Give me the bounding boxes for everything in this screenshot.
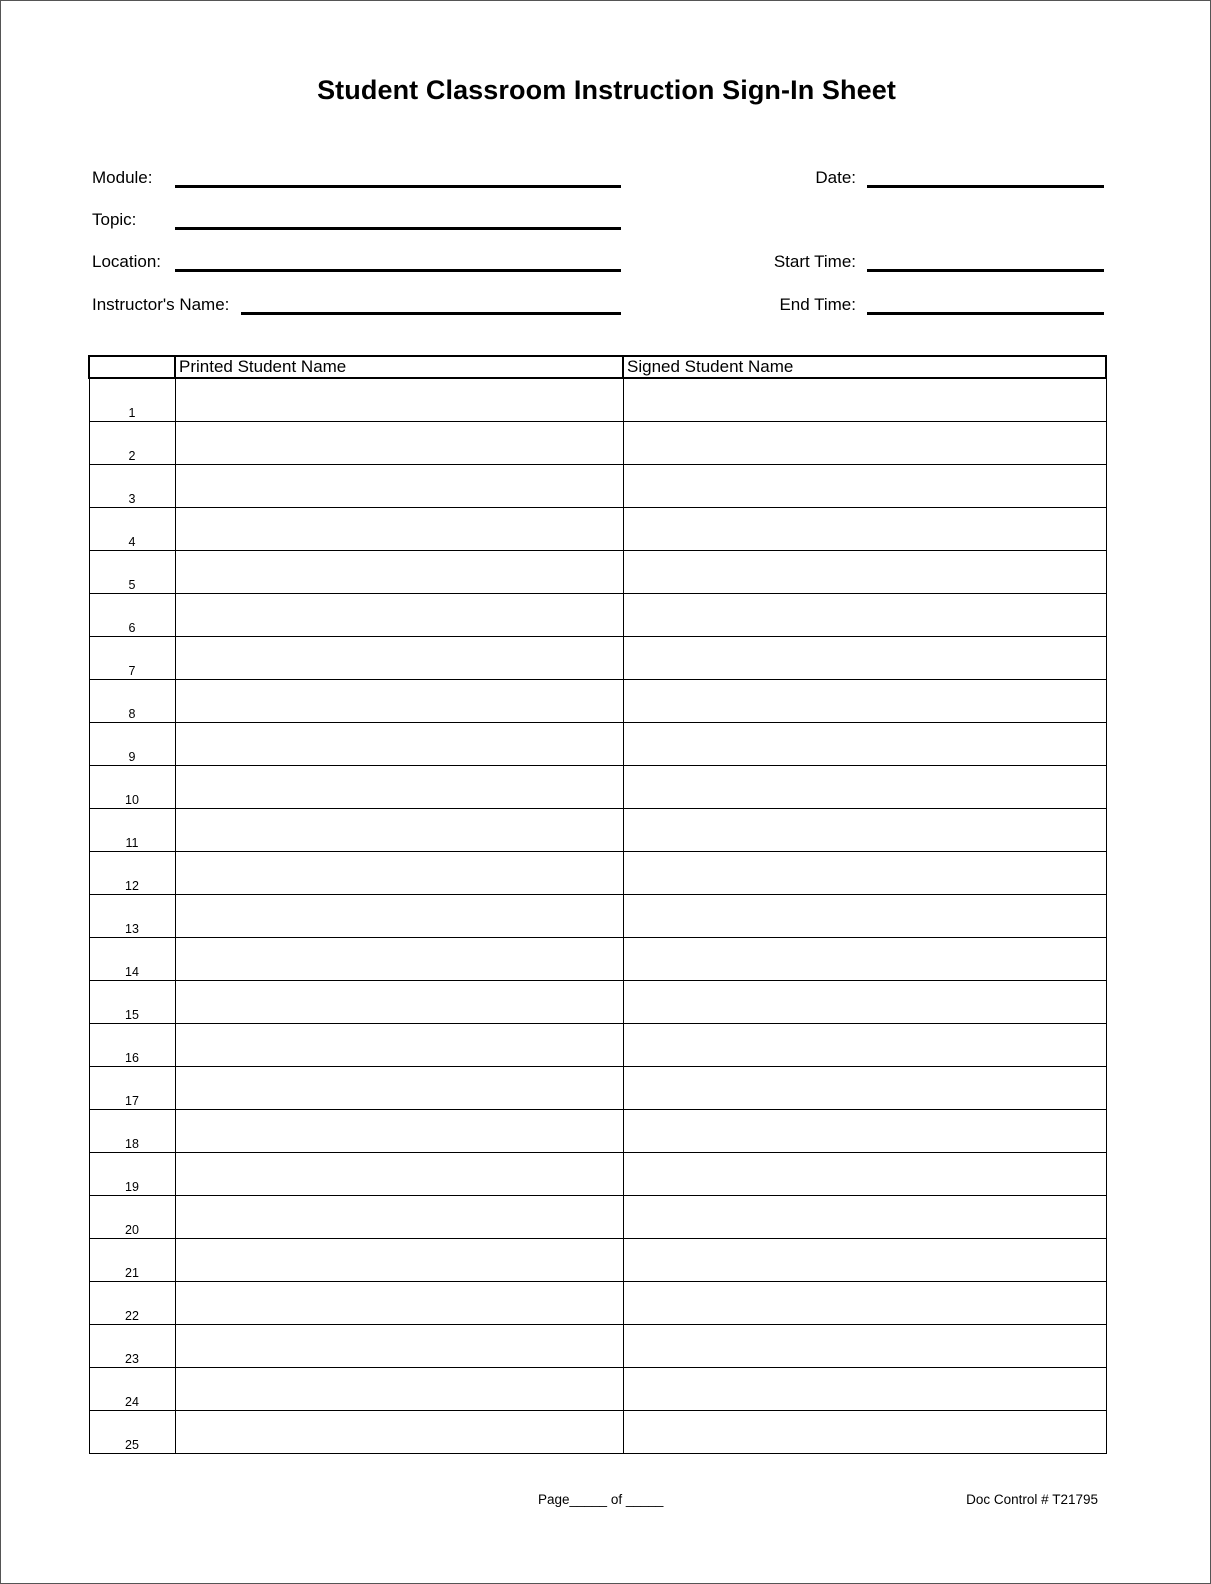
table-row bbox=[89, 637, 1106, 680]
page-number-footer: Page_____ of _____ bbox=[538, 1492, 664, 1507]
table-row bbox=[89, 1024, 1106, 1067]
signed-name-cell[interactable] bbox=[623, 508, 1106, 551]
table-row bbox=[89, 378, 1106, 422]
printed-name-cell[interactable] bbox=[175, 1325, 623, 1368]
printed-name-cell[interactable] bbox=[175, 422, 623, 465]
signed-name-cell[interactable] bbox=[623, 809, 1106, 852]
row-number: 17 bbox=[89, 1067, 175, 1110]
table-row bbox=[89, 1239, 1106, 1282]
sign-in-table bbox=[88, 355, 1107, 1454]
printed-name-cell[interactable] bbox=[175, 508, 623, 551]
signed-name-cell[interactable] bbox=[623, 1153, 1106, 1196]
signed-name-cell[interactable] bbox=[623, 1196, 1106, 1239]
signed-name-cell[interactable] bbox=[623, 1282, 1106, 1325]
location-field[interactable] bbox=[175, 269, 621, 272]
printed-name-cell[interactable] bbox=[175, 766, 623, 809]
column-header-number bbox=[89, 356, 175, 378]
table-row bbox=[89, 1411, 1106, 1454]
table-row bbox=[89, 1110, 1106, 1153]
table-row bbox=[89, 422, 1106, 465]
row-number: 11 bbox=[89, 809, 175, 852]
printed-name-cell[interactable] bbox=[175, 723, 623, 766]
start-time-label: Start Time: bbox=[773, 252, 856, 271]
row-number: 23 bbox=[89, 1325, 175, 1368]
row-number: 6 bbox=[89, 594, 175, 637]
module-label: Module: bbox=[92, 168, 153, 187]
table-row bbox=[89, 766, 1106, 809]
printed-name-cell[interactable] bbox=[175, 895, 623, 938]
table-row bbox=[89, 1067, 1106, 1110]
printed-name-cell[interactable] bbox=[175, 1282, 623, 1325]
table-header-row bbox=[89, 356, 1106, 378]
signed-name-cell[interactable] bbox=[623, 1110, 1106, 1153]
row-number: 16 bbox=[89, 1024, 175, 1067]
printed-name-cell[interactable] bbox=[175, 465, 623, 508]
printed-name-cell[interactable] bbox=[175, 637, 623, 680]
table-row bbox=[89, 723, 1106, 766]
printed-name-cell[interactable] bbox=[175, 551, 623, 594]
printed-name-cell[interactable] bbox=[175, 378, 623, 422]
printed-name-cell[interactable] bbox=[175, 594, 623, 637]
signed-name-cell[interactable] bbox=[623, 465, 1106, 508]
row-number: 15 bbox=[89, 981, 175, 1024]
row-number: 10 bbox=[89, 766, 175, 809]
signed-name-cell[interactable] bbox=[623, 938, 1106, 981]
row-number: 1 bbox=[89, 378, 175, 422]
signed-name-cell[interactable] bbox=[623, 378, 1106, 422]
signed-name-cell[interactable] bbox=[623, 895, 1106, 938]
end-time-field[interactable] bbox=[867, 312, 1104, 315]
table-row bbox=[89, 981, 1106, 1024]
signed-name-cell[interactable] bbox=[623, 422, 1106, 465]
table-row bbox=[89, 465, 1106, 508]
row-number: 19 bbox=[89, 1153, 175, 1196]
printed-name-cell[interactable] bbox=[175, 1153, 623, 1196]
row-number: 4 bbox=[89, 508, 175, 551]
row-number: 9 bbox=[89, 723, 175, 766]
printed-name-cell[interactable] bbox=[175, 1110, 623, 1153]
signed-name-cell[interactable] bbox=[623, 766, 1106, 809]
row-number: 18 bbox=[89, 1110, 175, 1153]
printed-name-cell[interactable] bbox=[175, 1368, 623, 1411]
signed-name-cell[interactable] bbox=[623, 1411, 1106, 1454]
signed-name-cell[interactable] bbox=[623, 1239, 1106, 1282]
table-row bbox=[89, 852, 1106, 895]
row-number: 2 bbox=[89, 422, 175, 465]
table-row bbox=[89, 938, 1106, 981]
row-number: 25 bbox=[89, 1411, 175, 1454]
row-number: 22 bbox=[89, 1282, 175, 1325]
table-row bbox=[89, 1282, 1106, 1325]
printed-name-cell[interactable] bbox=[175, 852, 623, 895]
row-number: 7 bbox=[89, 637, 175, 680]
table-row bbox=[89, 1153, 1106, 1196]
row-number: 14 bbox=[89, 938, 175, 981]
location-label: Location: bbox=[92, 252, 161, 271]
table-row bbox=[89, 680, 1106, 723]
printed-name-cell[interactable] bbox=[175, 1196, 623, 1239]
instructor-name-label: Instructor's Name: bbox=[92, 295, 230, 314]
doc-control-number: Doc Control # T21795 bbox=[966, 1492, 1098, 1507]
printed-name-cell[interactable] bbox=[175, 938, 623, 981]
signed-name-cell[interactable] bbox=[623, 637, 1106, 680]
date-field[interactable] bbox=[867, 185, 1104, 188]
table-row bbox=[89, 551, 1106, 594]
printed-name-cell[interactable] bbox=[175, 809, 623, 852]
module-field[interactable] bbox=[175, 185, 621, 188]
table-row bbox=[89, 809, 1106, 852]
row-number: 5 bbox=[89, 551, 175, 594]
topic-field[interactable] bbox=[175, 227, 621, 230]
printed-name-cell[interactable] bbox=[175, 981, 623, 1024]
signed-name-cell[interactable] bbox=[623, 723, 1106, 766]
signed-name-cell[interactable] bbox=[623, 852, 1106, 895]
column-header-printed-name: Printed Student Name bbox=[175, 356, 623, 378]
page-title: Student Classroom Instruction Sign-In Sheet bbox=[317, 75, 896, 105]
table-row bbox=[89, 1368, 1106, 1411]
table-row bbox=[89, 594, 1106, 637]
row-number: 20 bbox=[89, 1196, 175, 1239]
column-header-signed-name: Signed Student Name bbox=[623, 356, 1106, 378]
printed-name-cell[interactable] bbox=[175, 1239, 623, 1282]
printed-name-cell[interactable] bbox=[175, 1067, 623, 1110]
printed-name-cell[interactable] bbox=[175, 1024, 623, 1067]
signed-name-cell[interactable] bbox=[623, 1325, 1106, 1368]
start-time-field[interactable] bbox=[867, 269, 1104, 272]
date-label: Date: bbox=[815, 168, 856, 187]
row-number: 8 bbox=[89, 680, 175, 723]
table-row bbox=[89, 1325, 1106, 1368]
row-number: 12 bbox=[89, 852, 175, 895]
row-number: 21 bbox=[89, 1239, 175, 1282]
printed-name-cell[interactable] bbox=[175, 1411, 623, 1454]
table-row bbox=[89, 1196, 1106, 1239]
signed-name-cell[interactable] bbox=[623, 1368, 1106, 1411]
signed-name-cell[interactable] bbox=[623, 594, 1106, 637]
row-number: 24 bbox=[89, 1368, 175, 1411]
end-time-label: End Time: bbox=[779, 295, 856, 314]
row-number: 13 bbox=[89, 895, 175, 938]
signed-name-cell[interactable] bbox=[623, 551, 1106, 594]
row-number: 3 bbox=[89, 465, 175, 508]
table-row bbox=[89, 895, 1106, 938]
signed-name-cell[interactable] bbox=[623, 1067, 1106, 1110]
topic-label: Topic: bbox=[92, 210, 137, 229]
printed-name-cell[interactable] bbox=[175, 680, 623, 723]
signed-name-cell[interactable] bbox=[623, 981, 1106, 1024]
signed-name-cell[interactable] bbox=[623, 1024, 1106, 1067]
signed-name-cell[interactable] bbox=[623, 680, 1106, 723]
instructor-name-field[interactable] bbox=[241, 312, 621, 315]
table-row bbox=[89, 508, 1106, 551]
